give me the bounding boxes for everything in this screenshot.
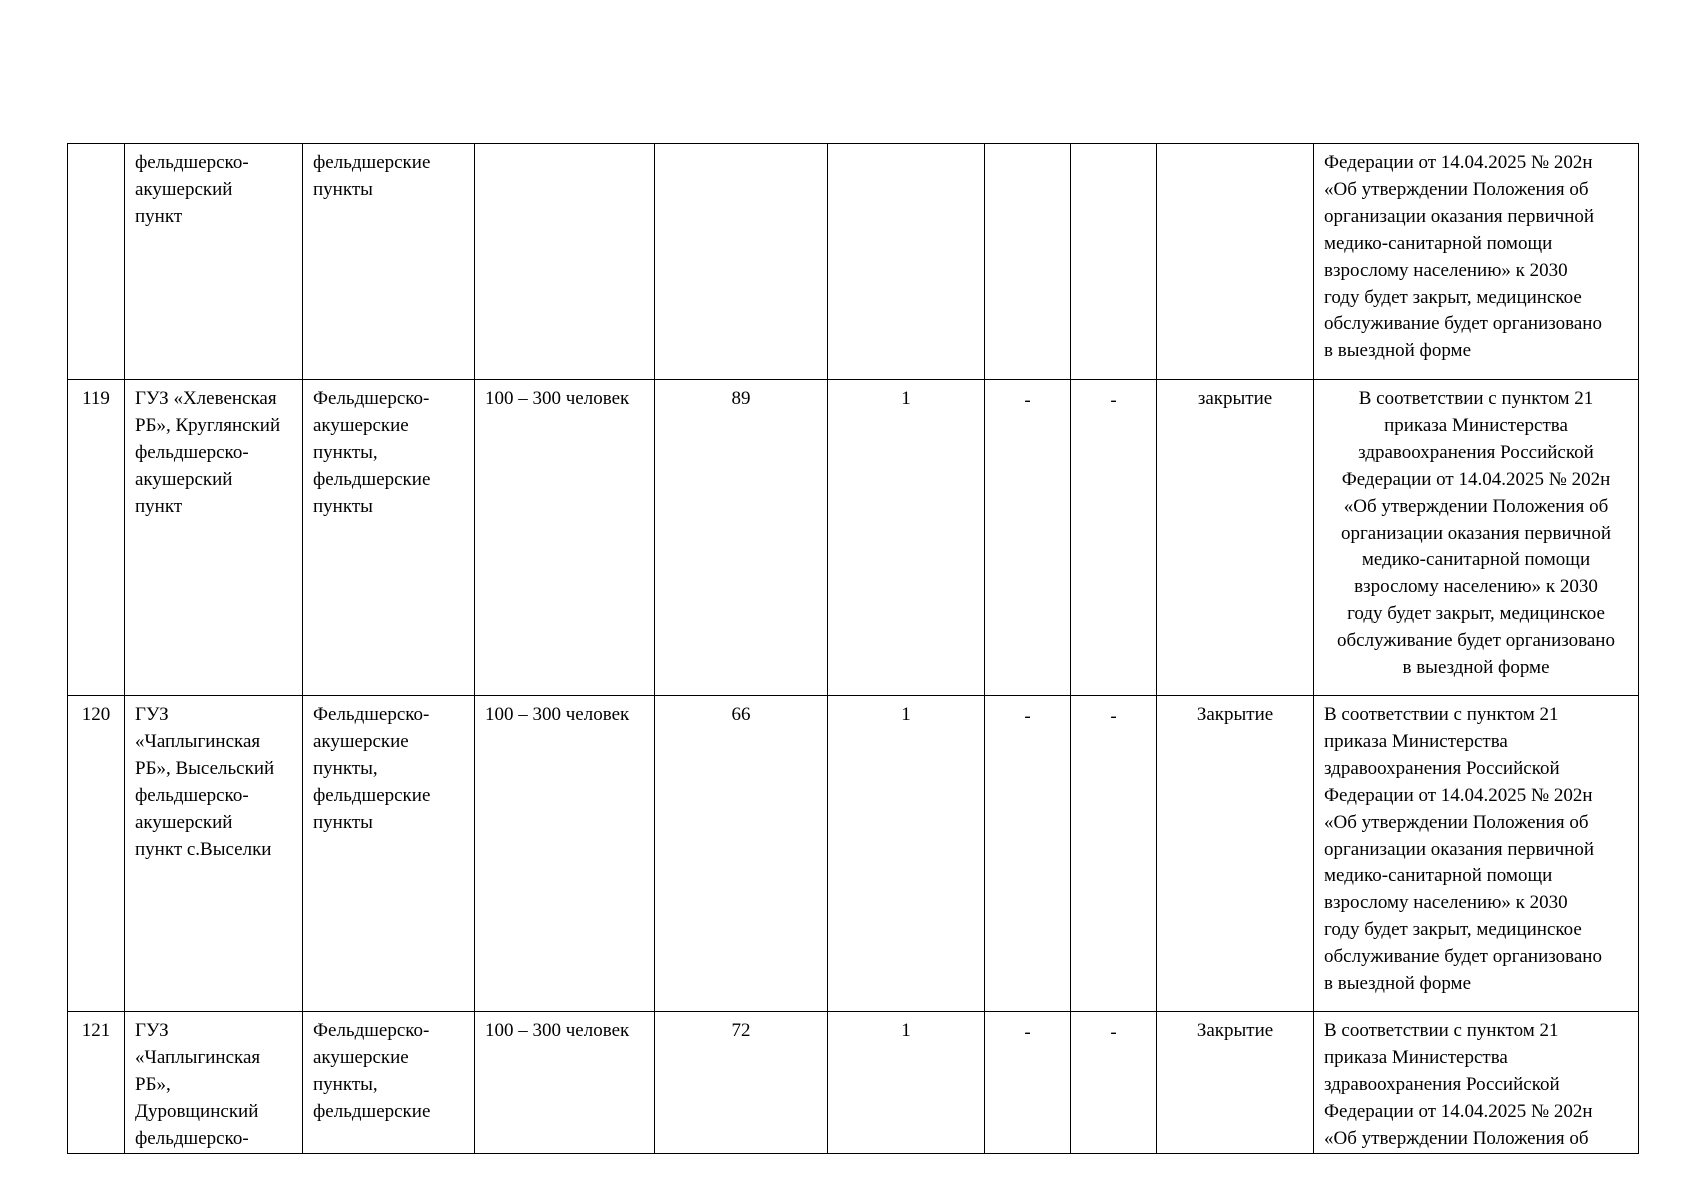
row-number-cell [68, 144, 125, 380]
population-cell [475, 144, 655, 380]
column-8-cell: - [1071, 696, 1157, 1012]
table-row [68, 144, 1639, 380]
facility-type-cell: Фельдшерско- акушерские пункты, фельдшерские пункты [303, 696, 475, 1012]
residents-cell: 66 [655, 696, 828, 1012]
column-7-cell: - [985, 1012, 1071, 1154]
reason-cell: В соответствии с пунктом 21 приказа Министерства здравоохранения Российской Федерации от 14.04.2025 № 202н «Об утверждении Положения об [1314, 1012, 1639, 1154]
column-7-cell: - [985, 380, 1071, 696]
staff-cell: 1 [828, 1012, 985, 1154]
action-cell: закрытие [1157, 380, 1314, 696]
reason-cell: Федерации от 14.04.2025 № 202н «Об утверждении Положения об организации оказания первичной медико-санитарной помощи взрослому населению» к 2030 году будет закрыт, медицинское обслуживание будет организовано в выездной форме [1314, 144, 1639, 380]
table-row [68, 1012, 1639, 1154]
row-number-cell: 121 [68, 1012, 125, 1154]
organization-cell: ГУЗ «Чаплыгинская РБ», Высельский фельдшерско- акушерский пункт с.Выселки [125, 696, 303, 1012]
action-cell: Закрытие [1157, 696, 1314, 1012]
facilities-table [67, 143, 1639, 1154]
action-cell: Закрытие [1157, 1012, 1314, 1154]
facility-type-cell: Фельдшерско- акушерские пункты, фельдшерские пункты [303, 380, 475, 696]
column-8-cell [1071, 144, 1157, 380]
residents-cell: 89 [655, 380, 828, 696]
organization-cell: фельдшерско- акушерский пункт [125, 144, 303, 380]
reason-cell: В соответствии с пунктом 21 приказа Министерства здравоохранения Российской Федерации от 14.04.2025 № 202н «Об утверждении Положения об организации оказания первичной медико-санитарной помощи взрослому населению» к 2030 году будет закрыт, медицинское обслуживание будет организовано в выездной форме [1314, 380, 1639, 696]
column-7-cell [985, 144, 1071, 380]
staff-cell [828, 144, 985, 380]
organization-cell: ГУЗ «Чаплыгинская РБ», Дуровщинский фельдшерско- [125, 1012, 303, 1154]
reason-cell: В соответствии с пунктом 21 приказа Министерства здравоохранения Российской Федерации от 14.04.2025 № 202н «Об утверждении Положения об организации оказания первичной медико-санитарной помощи взрослому населению» к 2030 году будет закрыт, медицинское обслуживание будет организовано в выездной форме [1314, 696, 1639, 1012]
population-cell: 100 – 300 человек [475, 380, 655, 696]
staff-cell: 1 [828, 696, 985, 1012]
residents-cell [655, 144, 828, 380]
row-number-cell: 120 [68, 696, 125, 1012]
residents-cell: 72 [655, 1012, 828, 1154]
population-cell: 100 – 300 человек [475, 1012, 655, 1154]
population-cell: 100 – 300 человек [475, 696, 655, 1012]
column-8-cell: - [1071, 380, 1157, 696]
row-number-cell: 119 [68, 380, 125, 696]
action-cell [1157, 144, 1314, 380]
table-row [68, 696, 1639, 1012]
facility-type-cell: Фельдшерско- акушерские пункты, фельдшерские [303, 1012, 475, 1154]
facility-type-cell: фельдшерские пункты [303, 144, 475, 380]
column-8-cell: - [1071, 1012, 1157, 1154]
staff-cell: 1 [828, 380, 985, 696]
table-row [68, 380, 1639, 696]
column-7-cell: - [985, 696, 1071, 1012]
organization-cell: ГУЗ «Хлевенская РБ», Круглянский фельдшерско- акушерский пункт [125, 380, 303, 696]
